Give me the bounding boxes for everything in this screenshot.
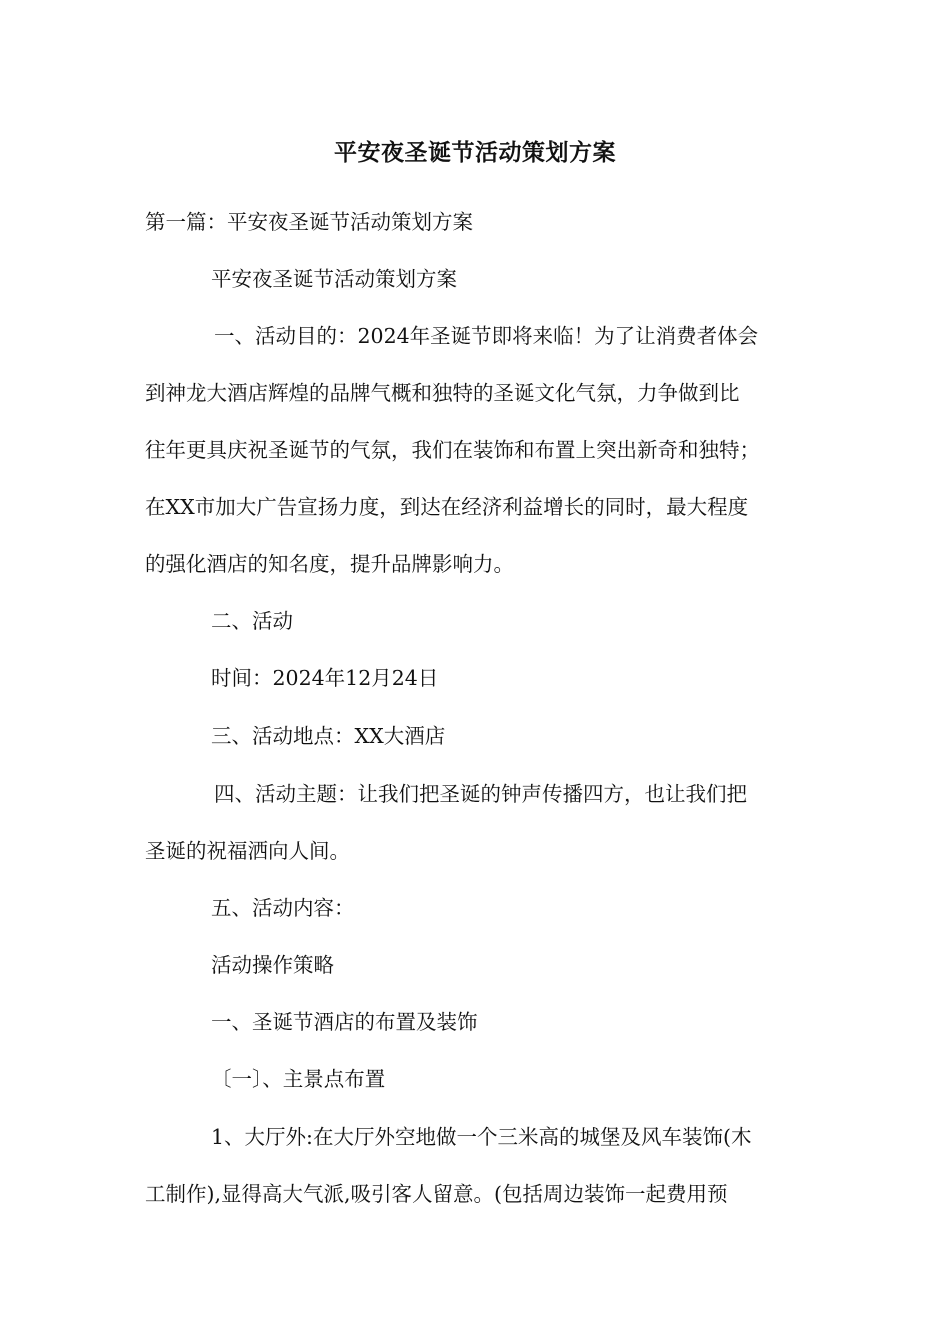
paragraph-line: 到神龙大酒店辉煌的品牌气概和独特的圣诞文化气氛，力争做到比 bbox=[145, 381, 740, 405]
paragraph-line: 的强化酒店的知名度，提升品牌影响力。 bbox=[145, 552, 514, 576]
paragraph-line: 一、活动目的：2024年圣诞节即将来临！为了让消费者体会 bbox=[214, 324, 759, 348]
subtitle: 平安夜圣诞节活动策划方案 bbox=[211, 267, 457, 291]
paragraph-line: 往年更具庆祝圣诞节的气氛，我们在装饰和布置上突出新奇和独特； bbox=[145, 438, 760, 462]
document-title: 平安夜圣诞节活动策划方案 bbox=[334, 139, 616, 166]
paragraph-line: 一、圣诞节酒店的布置及装饰 bbox=[211, 1010, 478, 1034]
paragraph-line: 时间：2024年12月24日 bbox=[211, 666, 439, 690]
paragraph-line: 四、活动主题：让我们把圣诞的钟声传播四方，也让我们把 bbox=[214, 782, 747, 806]
paragraph-line: 工制作),显得高大气派,吸引客人留意。(包括周边装饰一起费用预 bbox=[145, 1182, 728, 1206]
paragraph-line: 〔一〕、主景点布置 bbox=[211, 1067, 386, 1091]
paragraph-line: 在XX市加大广告宣扬力度，到达在经济利益增长的同时，最大程度 bbox=[145, 495, 749, 519]
paragraph-line: 圣诞的祝福洒向人间。 bbox=[145, 839, 350, 863]
paragraph-line: 二、活动 bbox=[211, 609, 293, 633]
paragraph-line: 活动操作策略 bbox=[211, 953, 334, 977]
section-heading: 第一篇：平安夜圣诞节活动策划方案 bbox=[145, 210, 473, 234]
paragraph-line: 五、活动内容： bbox=[211, 896, 355, 920]
paragraph-line: 三、活动地点：XX大酒店 bbox=[211, 724, 446, 748]
paragraph-line: 1、大厅外:在大厅外空地做一个三米高的城堡及风车装饰(木 bbox=[211, 1125, 752, 1149]
